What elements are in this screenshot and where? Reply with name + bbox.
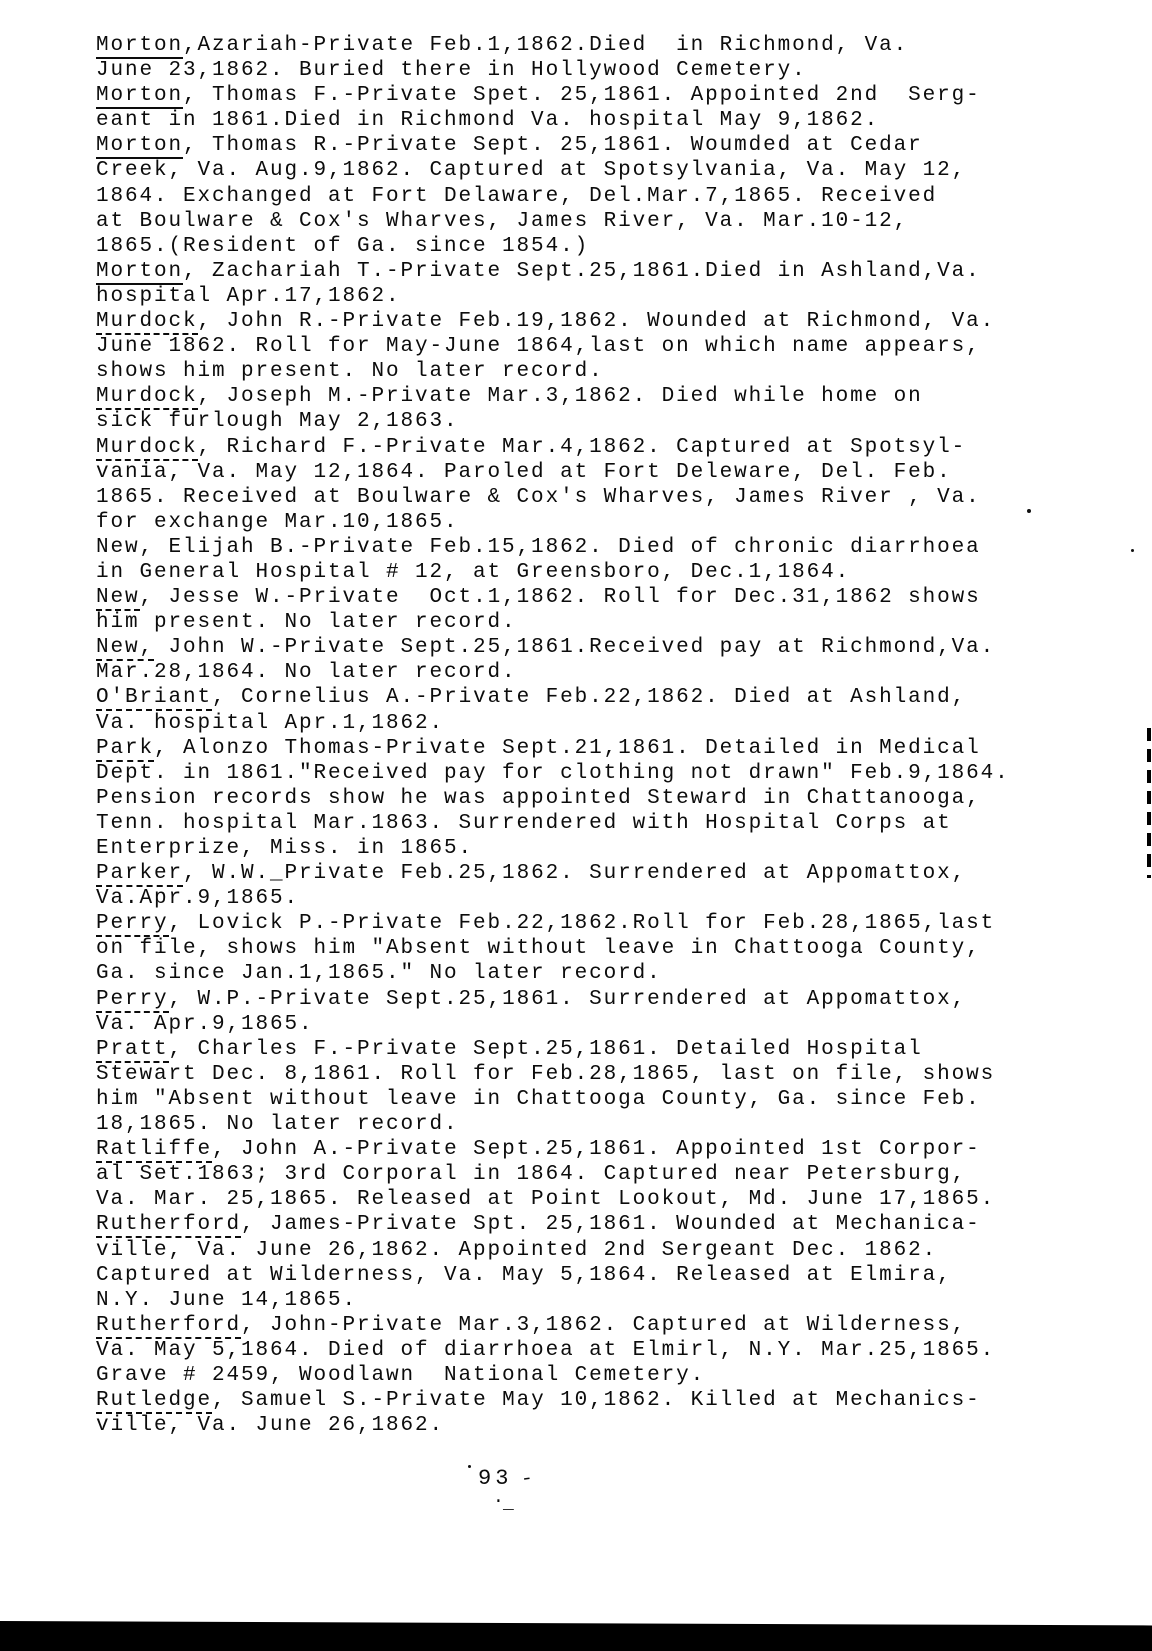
record-entry-line — [96, 1037, 1126, 1062]
record-continuation-line — [96, 1363, 1126, 1388]
record-text: , Richard F.-Private Mar.4,1862. Captured at Spotsyl- — [197, 435, 967, 459]
record-text: June 1862. Roll for May-June 1864,last on which name appears, — [96, 335, 981, 359]
scan-speck — [1131, 549, 1134, 552]
record-text: , W.W._Private Feb.25,1862. Surrendered at Appomattox, — [183, 862, 967, 886]
record-continuation-line — [96, 234, 1126, 259]
record-text: Va. Mar. 25,1865. Released at Point Lookout, Md. June 17,1865. — [96, 1188, 996, 1212]
record-entry-line — [96, 435, 1126, 460]
record-text: him "Absent without leave in Chattooga County, Ga. since Feb. — [96, 1087, 981, 1111]
tick-mark: - — [519, 1467, 535, 1492]
record-entry-line — [96, 911, 1126, 936]
record-text: , John-Private Mar.3,1862. Captured at Wilderness, — [241, 1313, 967, 1337]
record-entry-line — [96, 259, 1126, 284]
record-text: Captured at Wilderness, Va. May 5,1864. Released at Elmira, — [96, 1263, 952, 1287]
record-text: , W.P.-Private Sept.25,1861. Surrendered at Appomattox, — [168, 987, 967, 1011]
surname: Park — [96, 736, 155, 760]
record-continuation-line — [96, 711, 1126, 736]
record-text: Dept. in 1861."Received pay for clothing not drawn" Feb.9,1864. — [96, 761, 1010, 785]
surname: Rutherford — [96, 1313, 242, 1337]
record-text: Grave # 2459, Woodlawn National Cemetery. — [96, 1363, 706, 1387]
record-entry-line — [96, 635, 1126, 660]
record-entry-line — [96, 736, 1126, 761]
record-continuation-line — [96, 1012, 1126, 1037]
record-continuation-line — [96, 510, 1126, 535]
record-continuation-line — [96, 886, 1126, 911]
record-text: , Samuel S.-Private May 10,1862. Killed at Mechanics- — [212, 1389, 981, 1413]
record-continuation-line — [96, 58, 1126, 83]
record-text: for exchange Mar.10,1865. — [96, 510, 459, 534]
record-continuation-line — [96, 284, 1126, 309]
surname: O'Briant — [96, 686, 213, 710]
record-continuation-line — [96, 786, 1126, 811]
scan-black-bar — [0, 1621, 1152, 1651]
record-text: vania, Va. May 12,1864. Paroled at Fort Deleware, Del. Feb. — [96, 460, 952, 484]
record-continuation-line — [96, 1062, 1126, 1087]
record-continuation-line — [96, 535, 1126, 560]
service-record-list — [96, 33, 1126, 1438]
surname: Morton — [96, 34, 184, 57]
record-continuation-line — [96, 409, 1126, 434]
record-text: , Joseph M.-Private Mar.3,1862. Died while home on — [197, 385, 923, 409]
record-text: sick furlough May 2,1863. — [96, 410, 459, 434]
record-text: hospital Apr.17,1862. — [96, 284, 401, 308]
record-text: Creek, Va. Aug.9,1862. Captured at Spotsylvania, Va. May 12, — [96, 159, 967, 183]
record-text: , Jesse W.-Private Oct.1,1862. Roll for Dec.31,1862 shows — [139, 586, 981, 610]
record-entry-line — [96, 861, 1126, 886]
record-continuation-line — [96, 1112, 1126, 1137]
record-text: , Lovick P.-Private Feb.22,1862.Roll for Feb.28,1865,last — [168, 912, 996, 936]
surname: Morton — [96, 259, 184, 283]
surname: Murdock — [96, 310, 198, 334]
surname: Ratliffe — [96, 1138, 213, 1162]
record-text: , John A.-Private Sept.25,1861. Appointed 1st Corpor- — [212, 1138, 981, 1162]
record-continuation-line — [96, 460, 1126, 485]
record-continuation-line — [96, 1162, 1126, 1187]
surname: Parker — [96, 862, 184, 886]
record-continuation-line — [96, 1413, 1126, 1438]
record-entry-line — [96, 133, 1126, 158]
record-continuation-line — [96, 1238, 1126, 1263]
record-text: N.Y. June 14,1865. — [96, 1288, 358, 1312]
surname: Perry — [96, 912, 169, 936]
record-text: Enterprize, Miss. in 1865. — [96, 837, 474, 860]
surname: New, — [96, 636, 155, 660]
surname: Perry — [96, 987, 169, 1011]
record-text: 18,1865. No later record. — [96, 1113, 459, 1137]
record-entry-line — [96, 987, 1126, 1012]
record-text: , Alonzo Thomas-Private Sept.21,1861. Detailed in Medical — [154, 736, 981, 760]
record-entry-line — [96, 33, 1126, 58]
record-continuation-line — [96, 485, 1126, 510]
record-text: , Charles F.-Private Sept.25,1861. Detailed Hospital — [168, 1037, 923, 1061]
record-entry-line — [96, 384, 1126, 409]
record-text: , Thomas F.-Private Spet. 25,1861. Appointed 2nd Serg- — [183, 84, 981, 108]
record-text: Stewart Dec. 8,1861. Roll for Feb.28,1865, last on file, shows — [96, 1062, 996, 1086]
record-text: ,Azariah-Private Feb.1,1862.Died in Richmond, Va. — [183, 34, 909, 57]
scan-edge-artifact — [1147, 728, 1151, 878]
record-text: , John R.-Private Feb.19,1862. Wounded at Richmond, Va. — [197, 310, 996, 334]
record-continuation-line — [96, 1187, 1126, 1212]
record-text: him present. No later record. — [96, 611, 517, 635]
page-number: 93 — [478, 1466, 513, 1491]
record-text: June 23,1862. Buried there in Hollywood Cemetery. — [96, 59, 807, 83]
record-text: 1865.(Resident of Ga. since 1854.) — [96, 234, 590, 258]
record-entry-line — [96, 1388, 1126, 1413]
record-text: in General Hospital # 12, at Greensboro, Dec.1,1864. — [96, 560, 851, 584]
surname: New — [96, 586, 140, 610]
record-continuation-line — [96, 184, 1126, 209]
record-text: Va.Apr.9,1865. — [96, 887, 300, 911]
record-entry-line — [96, 1313, 1126, 1338]
record-continuation-line — [96, 209, 1126, 234]
record-text: Mar.28,1864. No later record. — [96, 661, 517, 685]
record-entry-line — [96, 309, 1126, 334]
record-text: , James-Private Spt. 25,1861. Wounded at Mechanica- — [241, 1213, 981, 1237]
record-text: on file, shows him "Absent without leave in Chattooga County, — [96, 937, 981, 961]
record-continuation-line — [96, 761, 1126, 786]
record-continuation-line — [96, 1263, 1126, 1288]
record-continuation-line — [96, 1288, 1126, 1313]
record-entry-line — [96, 83, 1126, 108]
record-text: Va. hospital Apr.1,1862. — [96, 711, 445, 735]
record-text: ville, Va. June 26,1862. — [96, 1414, 445, 1438]
record-text: 1865. Received at Boulware & Cox's Wharves, James River , Va. — [96, 485, 981, 509]
record-text: 1864. Exchanged at Fort Delaware, Del.Mar.7,1865. Received — [96, 184, 938, 208]
record-entry-line — [96, 1137, 1126, 1162]
stray-ink-dash: _ — [503, 1494, 514, 1514]
record-continuation-line — [96, 1338, 1126, 1363]
record-text: , Cornelius A.-Private Feb.22,1862. Died at Ashland, — [212, 686, 967, 710]
record-text: Va. Apr.9,1865. — [96, 1012, 314, 1036]
record-text: ville, Va. June 26,1862. Appointed 2nd Sergeant Dec. 1862. — [96, 1238, 938, 1262]
surname: Morton — [96, 84, 184, 108]
surname: Rutledge — [96, 1389, 213, 1413]
record-entry-line — [96, 685, 1126, 710]
surname: Morton — [96, 134, 184, 158]
stray-ink-dot: · — [493, 1492, 504, 1512]
record-continuation-line — [96, 108, 1126, 133]
record-continuation-line — [96, 560, 1126, 585]
record-continuation-line — [96, 158, 1126, 183]
record-entry-line — [96, 585, 1126, 610]
record-continuation-line — [96, 836, 1126, 861]
record-continuation-line — [96, 359, 1126, 384]
record-continuation-line — [96, 1087, 1126, 1112]
record-text: shows him present. No later record. — [96, 360, 604, 384]
record-text: John W.-Private Sept.25,1861.Received pay at Richmond,Va. — [154, 636, 996, 660]
record-text: , Zachariah T.-Private Sept.25,1861.Died in Ashland,Va. — [183, 259, 981, 283]
record-continuation-line — [96, 660, 1126, 685]
record-text: New, Elijah B.-Private Feb.15,1862. Died of chronic diarrhoea — [96, 535, 981, 559]
record-text: , Thomas R.-Private Sept. 25,1861. Woumded at Cedar — [183, 134, 923, 158]
surname: Pratt — [96, 1037, 169, 1061]
scan-speck — [468, 1465, 471, 1468]
record-continuation-line — [96, 811, 1126, 836]
record-text: eant in 1861.Died in Richmond Va. hospital May 9,1862. — [96, 109, 880, 133]
record-text: Tenn. hospital Mar.1863. Surrendered with Hospital Corps at — [96, 811, 952, 835]
record-text: Va. May 5,1864. Died of diarrhoea at Elmirl, N.Y. Mar.25,1865. — [96, 1338, 996, 1362]
record-text: at Boulware & Cox's Wharves, James River, Va. Mar.10-12, — [96, 209, 909, 233]
record-text: Pension records show he was appointed Steward in Chattanooga, — [96, 786, 981, 810]
record-entry-line — [96, 1212, 1126, 1237]
record-continuation-line — [96, 961, 1126, 986]
scan-speck — [1027, 509, 1031, 513]
surname: Murdock — [96, 435, 198, 459]
record-continuation-line — [96, 610, 1126, 635]
record-text: al Set.1863; 3rd Corporal in 1864. Captured near Petersburg, — [96, 1163, 967, 1187]
record-text: Ga. since Jan.1,1865." No later record. — [96, 962, 662, 986]
surname: Rutherford — [96, 1213, 242, 1237]
surname: Murdock — [96, 385, 198, 409]
record-continuation-line — [96, 334, 1126, 359]
record-continuation-line — [96, 936, 1126, 961]
